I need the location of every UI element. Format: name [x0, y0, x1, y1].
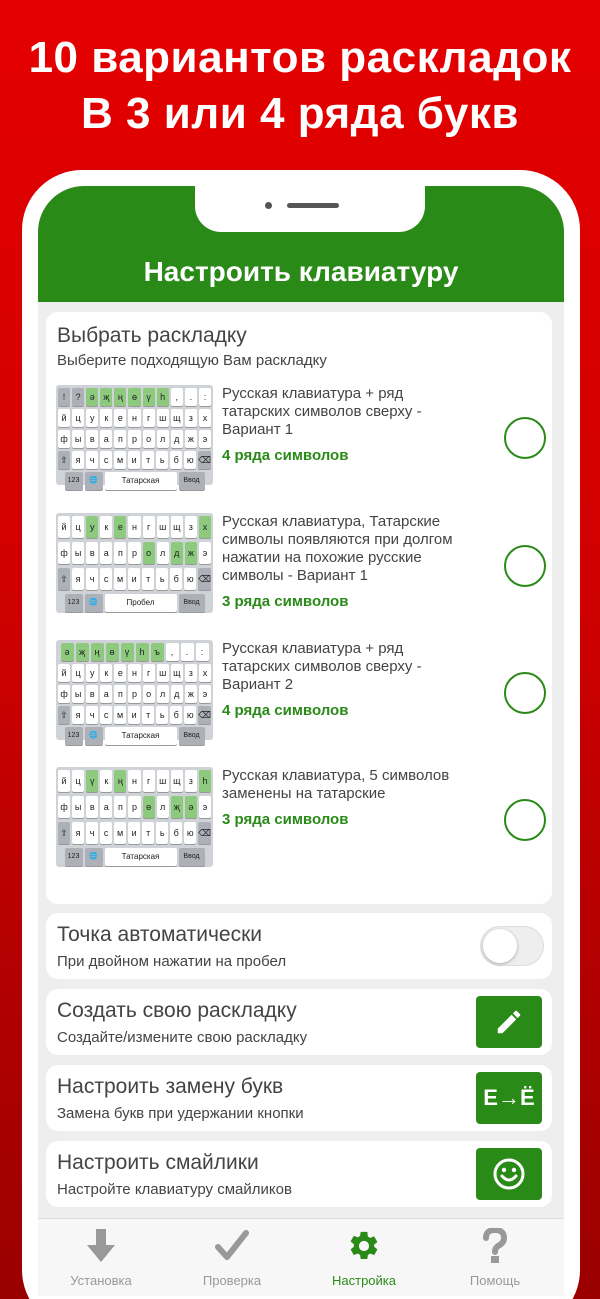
key: ы: [72, 685, 84, 703]
key: ъ: [151, 643, 164, 661]
auto-period-subtitle: При двойном нажатии на пробел: [57, 953, 287, 970]
key: ж: [185, 542, 197, 564]
key: у: [86, 516, 98, 538]
key: ы: [72, 430, 84, 448]
key: з: [185, 516, 197, 538]
layout-option-rows: 3 ряда символов: [222, 811, 349, 828]
headline-line1: 10 вариантов раскладок: [28, 33, 572, 82]
shift-key: ⇧: [58, 822, 70, 844]
key: т: [142, 706, 154, 724]
keyboard-row: [58, 516, 211, 538]
letter-replace-subtitle: Замена букв при удержании кнопки: [57, 1105, 304, 1122]
keyboard-bottom-row: [58, 472, 211, 490]
key: б: [170, 568, 182, 590]
key: ф: [58, 430, 70, 448]
layout-section-subtitle: Выберите подходящую Вам раскладку: [57, 352, 327, 369]
key: р: [128, 796, 140, 818]
keyboard-bottom-row: [58, 727, 211, 745]
key: ө: [106, 643, 119, 661]
edit-layout-button[interactable]: [476, 996, 542, 1048]
key: в: [86, 430, 98, 448]
key: һ: [199, 770, 211, 792]
key: е: [114, 516, 126, 538]
key: э: [199, 796, 211, 818]
key: ы: [72, 796, 84, 818]
emoji-title: Настроить смайлики: [57, 1151, 259, 1174]
key: э: [199, 685, 211, 703]
arrow-down-icon: [86, 1229, 116, 1263]
tab-help[interactable]: [432, 1227, 558, 1288]
layout-selection-card: [46, 312, 552, 904]
key: :: [199, 388, 211, 406]
key: г: [143, 409, 155, 427]
key: я: [72, 568, 84, 590]
emoji-subtitle: Настройте клавиатуру смайликов: [57, 1181, 292, 1198]
layout-option-description: Русская клавиатура + ряд татарских символов сверху - Вариант 1: [222, 385, 422, 438]
key: ы: [72, 542, 84, 564]
key: и: [128, 451, 140, 469]
key: ч: [86, 822, 98, 844]
keyboard-preview: [56, 767, 213, 867]
pencil-icon: [494, 1007, 524, 1037]
phone-notch: [195, 186, 425, 232]
key: к: [100, 409, 112, 427]
layout-option-radio[interactable]: [504, 417, 546, 459]
keyboard-bottom-row: [58, 594, 211, 612]
key: э: [199, 430, 211, 448]
keyboard-top-row: [58, 388, 211, 406]
key: д: [171, 430, 183, 448]
globe-icon: 🌐: [85, 848, 103, 866]
key: ь: [156, 451, 168, 469]
key: я: [72, 451, 84, 469]
key: ю: [184, 822, 196, 844]
key: д: [171, 685, 183, 703]
emoji-row[interactable]: [46, 1141, 552, 1207]
key: ә: [86, 388, 98, 406]
key: с: [100, 451, 112, 469]
layout-option-description: Русская клавиатура + ряд татарских символов сверху - Вариант 2: [222, 640, 422, 693]
key: ь: [156, 568, 168, 590]
key: г: [143, 664, 155, 682]
key: ч: [86, 451, 98, 469]
key: ң: [114, 770, 126, 792]
key: у: [86, 664, 98, 682]
keyboard-preview: [56, 513, 213, 613]
key: т: [142, 568, 154, 590]
key: җ: [76, 643, 89, 661]
keyboard-row: [58, 796, 211, 818]
key: р: [128, 430, 140, 448]
key: х: [199, 664, 211, 682]
key: а: [100, 796, 112, 818]
key: п: [114, 430, 126, 448]
letter-replace-title: Настроить замену букв: [57, 1075, 284, 1098]
key: ц: [72, 409, 84, 427]
gear-icon: [347, 1229, 381, 1263]
backspace-key: ⌫: [198, 451, 211, 469]
return-key: Ввод: [179, 727, 205, 745]
layout-option-rows: 4 ряда символов: [222, 447, 349, 464]
key: щ: [171, 409, 183, 427]
key: и: [128, 568, 140, 590]
key: г: [143, 770, 155, 792]
key: и: [128, 822, 140, 844]
question-icon: [482, 1228, 508, 1264]
key: ң: [114, 388, 126, 406]
layout-option-rows: 3 ряда символов: [222, 593, 349, 610]
tab-label: Помощь: [469, 1273, 521, 1288]
emoji-settings-button[interactable]: [476, 1148, 542, 1200]
layout-option-3[interactable]: [56, 640, 546, 740]
space-key: Татарская: [105, 727, 177, 745]
tab-label: Установка: [70, 1273, 132, 1288]
key: р: [128, 685, 140, 703]
key: в: [86, 796, 98, 818]
tab-label: Настройка: [332, 1273, 396, 1288]
keyboard-row: [58, 770, 211, 792]
key: ө: [128, 388, 140, 406]
key: ь: [156, 822, 168, 844]
key: б: [170, 822, 182, 844]
key: ү: [86, 770, 98, 792]
key: ш: [157, 770, 169, 792]
key: җ: [100, 388, 112, 406]
key: щ: [171, 664, 183, 682]
numbers-key: 123: [65, 472, 83, 490]
backspace-key: ⌫: [198, 706, 211, 724]
key: ?: [72, 388, 84, 406]
custom-layout-row[interactable]: [46, 989, 552, 1055]
key: к: [100, 770, 112, 792]
key: ч: [86, 706, 98, 724]
numbers-key: 123: [65, 727, 83, 745]
tab-check[interactable]: [169, 1227, 295, 1288]
tab-install[interactable]: [38, 1227, 164, 1288]
key: ә: [185, 796, 197, 818]
return-key: Ввод: [179, 594, 205, 612]
key: ц: [72, 516, 84, 538]
layout-option-1[interactable]: [56, 385, 546, 485]
key: ф: [58, 542, 70, 564]
key: з: [185, 664, 197, 682]
layout-option-description: Русская клавиатура, 5 символов заменены на татарские: [222, 767, 450, 802]
key: ү: [121, 643, 134, 661]
key: з: [185, 770, 197, 792]
tab-bar: [38, 1218, 564, 1296]
key: м: [114, 706, 126, 724]
key: б: [170, 706, 182, 724]
key: ю: [184, 706, 196, 724]
key: ю: [184, 451, 196, 469]
key: ц: [72, 770, 84, 792]
key: к: [100, 516, 112, 538]
key: ш: [157, 516, 169, 538]
keyboard-preview: [56, 385, 213, 485]
key: л: [157, 796, 169, 818]
key: в: [86, 685, 98, 703]
key: ш: [157, 664, 169, 682]
globe-icon: 🌐: [85, 727, 103, 745]
custom-layout-title: Создать свою раскладку: [57, 999, 297, 1022]
key: ү: [143, 388, 155, 406]
tab-label: Проверка: [202, 1273, 262, 1288]
key: я: [72, 822, 84, 844]
key: щ: [171, 770, 183, 792]
key: р: [128, 542, 140, 564]
layout-option-2[interactable]: [56, 513, 546, 613]
key: м: [114, 822, 126, 844]
key: з: [185, 409, 197, 427]
promo-headline: [0, 30, 600, 142]
key: ж: [185, 430, 197, 448]
keyboard-row: [58, 542, 211, 564]
key: а: [100, 542, 112, 564]
keyboard-row: [58, 568, 211, 590]
key: ч: [86, 568, 98, 590]
key: п: [114, 542, 126, 564]
keyboard-row: [58, 409, 211, 427]
space-key: Татарская: [105, 848, 177, 866]
key: н: [128, 664, 140, 682]
camera-icon: [265, 202, 272, 209]
letter-replace-button-label: Е→Ё: [483, 1085, 535, 1110]
key: й: [58, 409, 70, 427]
key: л: [157, 685, 169, 703]
key: т: [142, 822, 154, 844]
layout-section-title: Выбрать раскладку: [57, 324, 247, 347]
speaker-grille: [287, 203, 339, 208]
globe-icon: 🌐: [85, 594, 103, 612]
key: ц: [72, 664, 84, 682]
key: а: [100, 430, 112, 448]
keyboard-top-row: [58, 643, 211, 661]
keyboard-bottom-row: [58, 848, 211, 866]
key: х: [199, 516, 211, 538]
key: е: [114, 409, 126, 427]
phone-screen: [38, 186, 564, 1296]
key: :: [196, 643, 209, 661]
key: э: [199, 542, 211, 564]
navigation-bar: [38, 186, 564, 302]
key: о: [143, 542, 155, 564]
key: ю: [184, 568, 196, 590]
toggle-knob: [483, 929, 517, 963]
keyboard-row: [58, 685, 211, 703]
tab-settings[interactable]: [301, 1227, 427, 1288]
key: п: [114, 685, 126, 703]
keyboard-row: [58, 706, 211, 724]
key: у: [86, 409, 98, 427]
custom-layout-subtitle: Создайте/измените свою раскладку: [57, 1029, 308, 1046]
numbers-key: 123: [65, 594, 83, 612]
keyboard-row: [58, 430, 211, 448]
key: ,: [166, 643, 179, 661]
key: ж: [185, 685, 197, 703]
key: ң: [91, 643, 104, 661]
key: к: [100, 664, 112, 682]
auto-period-title: Точка автоматически: [57, 923, 262, 946]
return-key: Ввод: [179, 848, 205, 866]
keyboard-row: [58, 822, 211, 844]
key: ф: [58, 796, 70, 818]
page-title: Настроить клавиатуру: [143, 256, 459, 287]
key: с: [100, 822, 112, 844]
layout-option-radio[interactable]: [504, 672, 546, 714]
key: һ: [157, 388, 169, 406]
key: й: [58, 516, 70, 538]
key: ,: [171, 388, 183, 406]
shift-key: ⇧: [58, 451, 70, 469]
key: с: [100, 568, 112, 590]
key: һ: [136, 643, 149, 661]
key: й: [58, 770, 70, 792]
key: !: [58, 388, 70, 406]
key: б: [170, 451, 182, 469]
key: ь: [156, 706, 168, 724]
key: д: [171, 542, 183, 564]
keyboard-preview: [56, 640, 213, 740]
backspace-key: ⌫: [198, 568, 211, 590]
key: .: [181, 643, 194, 661]
key: л: [157, 542, 169, 564]
layout-option-rows: 4 ряда символов: [222, 702, 349, 719]
key: в: [86, 542, 98, 564]
key: л: [157, 430, 169, 448]
key: җ: [171, 796, 183, 818]
space-key: Пробел: [105, 594, 177, 612]
key: и: [128, 706, 140, 724]
key: й: [58, 664, 70, 682]
letter-replace-row[interactable]: [46, 1065, 552, 1131]
key: н: [128, 516, 140, 538]
key: о: [143, 685, 155, 703]
key: м: [114, 568, 126, 590]
key: ө: [143, 796, 155, 818]
layout-option-radio[interactable]: [504, 799, 546, 841]
key: е: [114, 664, 126, 682]
key: п: [114, 796, 126, 818]
shift-key: ⇧: [58, 706, 70, 724]
key: х: [199, 409, 211, 427]
auto-period-row: [46, 913, 552, 979]
key: н: [128, 770, 140, 792]
backspace-key: ⌫: [198, 822, 211, 844]
layout-option-4[interactable]: [56, 767, 546, 867]
space-key: Татарская: [105, 472, 177, 490]
key: а: [100, 685, 112, 703]
key: я: [72, 706, 84, 724]
smiley-icon: [492, 1157, 526, 1191]
keyboard-row: [58, 664, 211, 682]
key: щ: [171, 516, 183, 538]
key: ф: [58, 685, 70, 703]
layout-option-description: Русская клавиатура, Татарские символы появляются при долгом нажатии на похожие русские символы - Вариант 1: [222, 513, 453, 584]
numbers-key: 123: [65, 848, 83, 866]
key: ш: [157, 409, 169, 427]
key: ә: [61, 643, 74, 661]
key: .: [185, 388, 197, 406]
key: н: [128, 409, 140, 427]
key: г: [143, 516, 155, 538]
key: т: [142, 451, 154, 469]
globe-icon: 🌐: [85, 472, 103, 490]
layout-option-radio[interactable]: [504, 545, 546, 587]
key: м: [114, 451, 126, 469]
checkmark-icon: [215, 1229, 249, 1263]
keyboard-row: [58, 451, 211, 469]
key: о: [143, 430, 155, 448]
return-key: Ввод: [179, 472, 205, 490]
headline-line2: В 3 или 4 ряда букв: [81, 89, 519, 138]
key: с: [100, 706, 112, 724]
shift-key: ⇧: [58, 568, 70, 590]
letter-replace-button[interactable]: [476, 1072, 542, 1124]
auto-period-toggle[interactable]: [480, 926, 544, 966]
